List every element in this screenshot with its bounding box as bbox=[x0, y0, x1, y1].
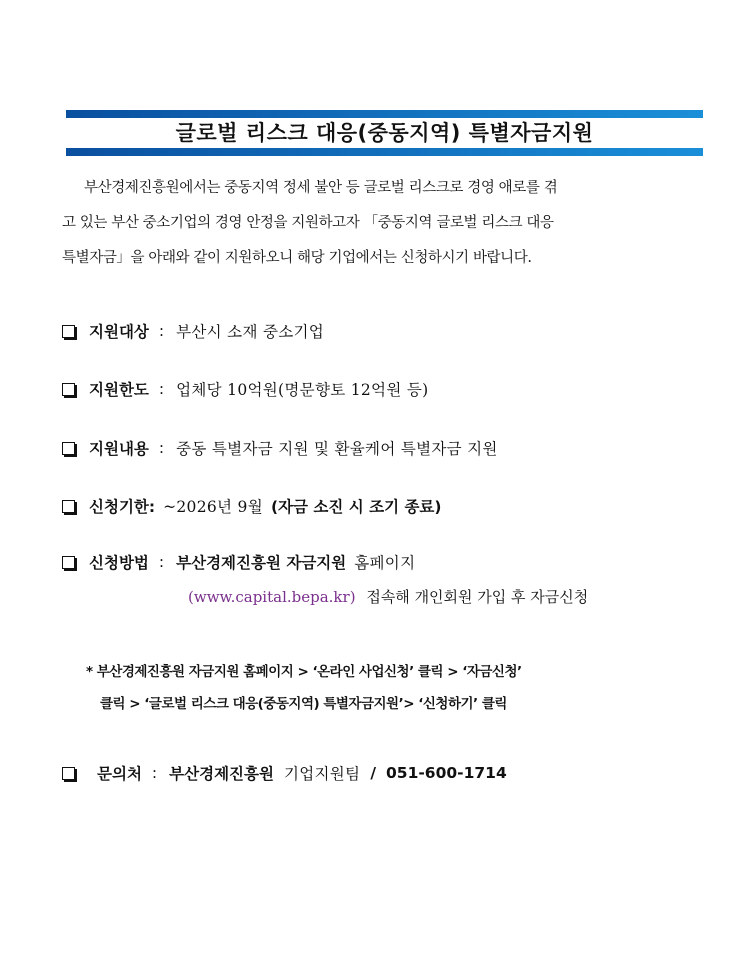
item-deadline bbox=[62, 495, 441, 517]
content-sep: : bbox=[158, 439, 165, 457]
checkbox-icon bbox=[62, 325, 75, 338]
checkbox-icon bbox=[62, 767, 75, 780]
checkbox-icon bbox=[62, 442, 75, 455]
deadline-value: ~2026년 9월 bbox=[163, 498, 263, 516]
item-limit bbox=[62, 378, 428, 400]
target-label: 지원대상 bbox=[89, 323, 149, 341]
target-sep: : bbox=[158, 322, 165, 340]
checkbox-icon bbox=[62, 383, 75, 396]
item-contact bbox=[62, 762, 507, 784]
method-homepage: 홈페이지 bbox=[354, 554, 416, 572]
item-method bbox=[62, 551, 415, 573]
deadline-note: (자금 소진 시 조기 종료) bbox=[270, 498, 442, 516]
contact-sep: : bbox=[151, 764, 158, 782]
contact-org: 부산경제진흥원 bbox=[169, 765, 274, 783]
contact-label: 문의처 bbox=[97, 765, 142, 783]
contact-team: 기업지원팀 bbox=[283, 765, 361, 783]
website-link[interactable]: (www.capital.bepa.kr) bbox=[188, 588, 356, 606]
intro-line-3: 특별자금」을 아래와 같이 지원하오니 해당 기업에서는 신청하시기 바랍니다. bbox=[62, 250, 532, 266]
title-bar-top bbox=[66, 110, 703, 118]
limit-value: 업체당 10억원(명문향토 12억원 등) bbox=[176, 381, 429, 399]
intro-paragraph bbox=[62, 171, 662, 276]
intro-line-1: 부산경제진흥원에서는 중동지역 정세 불안 등 글로벌 리스크로 경영 애로를 겪 bbox=[84, 180, 558, 196]
note-block bbox=[86, 656, 522, 720]
intro-line-2: 고 있는 부산 중소기업의 경영 안정을 지원하고자 「중동지역 글로벌 리스크 대응 bbox=[62, 215, 554, 231]
method-instruction: 접속해 개인회원 가입 후 자금신청 bbox=[366, 588, 589, 606]
checkbox-icon bbox=[62, 500, 75, 513]
item-target bbox=[62, 320, 324, 342]
note-line-1: * 부산경제진흥원 자금지원 홈페이지 > ‘온라인 사업신청’ 클릭 > ‘자금신청’ bbox=[86, 664, 522, 680]
content-label: 지원내용 bbox=[89, 440, 149, 458]
contact-slash: / bbox=[370, 764, 377, 782]
target-value: 부산시 소재 중소기업 bbox=[176, 323, 325, 341]
method-sep: : bbox=[158, 553, 165, 571]
page-title: 글로벌 리스크 대응(중동지역) 특별자금지원 bbox=[175, 121, 594, 145]
method-org: 부산경제진흥원 자금지원 bbox=[176, 554, 347, 572]
method-line-2 bbox=[188, 586, 588, 607]
title-banner bbox=[66, 110, 703, 156]
note-line-2: 클릭 > ‘글로벌 리스크 대응(중동지역) 특별자금지원’> ‘신청하기’ 클릭 bbox=[100, 696, 507, 712]
deadline-label: 신청기한: bbox=[89, 498, 156, 516]
method-label: 신청방법 bbox=[89, 554, 149, 572]
title-bar-bottom bbox=[66, 148, 703, 156]
contact-phone: 051-600-1714 bbox=[386, 764, 507, 782]
limit-sep: : bbox=[158, 380, 165, 398]
limit-label: 지원한도 bbox=[89, 381, 149, 399]
item-content bbox=[62, 437, 498, 459]
content-value: 중동 특별자금 지원 및 환율케어 특별자금 지원 bbox=[176, 440, 498, 458]
checkbox-icon bbox=[62, 556, 75, 569]
